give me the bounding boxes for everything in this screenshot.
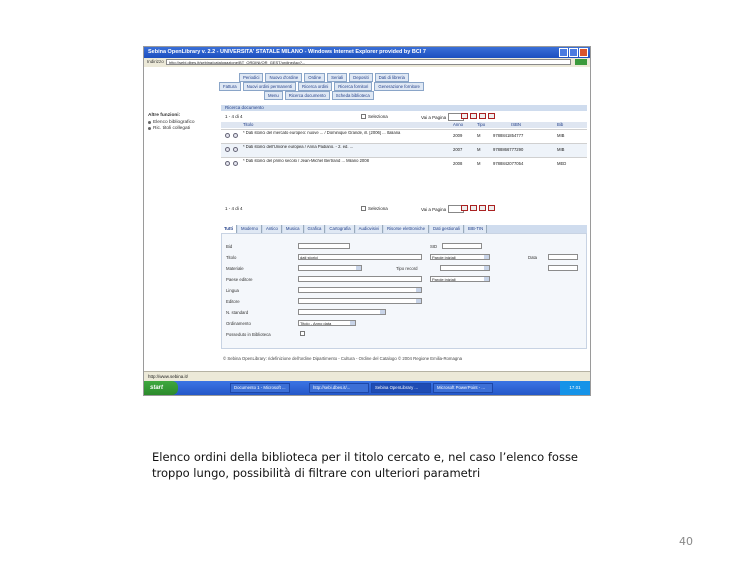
select-radio[interactable] — [225, 161, 230, 166]
bid-field[interactable] — [298, 243, 350, 249]
next-page-icon[interactable] — [479, 205, 486, 211]
data-to-field[interactable] — [548, 265, 578, 271]
row-type: M — [477, 147, 481, 152]
nav-button[interactable]: Nuovi ordini permanenti — [243, 82, 296, 91]
col-title[interactable]: Titolo — [243, 122, 254, 127]
tab-bib-tin[interactable]: BIB-TIN — [465, 225, 487, 233]
col-type[interactable]: Tipo — [477, 122, 486, 127]
bid-label: Bid — [226, 244, 233, 249]
titolo-field[interactable]: dati storici — [298, 254, 422, 260]
row-title: * Dati storici del mercato europeo: nuove ... / Dominique Grande, ill. [2006] ... Italiana — [243, 131, 401, 135]
address-label: Indirizzo — [147, 59, 164, 64]
table-row[interactable] — [221, 129, 587, 143]
section-title: Ricerca documento — [221, 105, 587, 111]
first-page-icon[interactable] — [461, 113, 468, 119]
select-all-bottom[interactable] — [361, 206, 388, 211]
nav-button[interactable]: Periodici — [239, 73, 263, 82]
main-panel — [221, 105, 587, 371]
tab-antico[interactable]: Antico — [263, 225, 282, 233]
sidebar — [148, 113, 218, 132]
ordinamento-select[interactable]: Titolo - Anno data — [298, 320, 356, 326]
n-standard-select[interactable] — [298, 309, 386, 315]
page-jump-label: Vai a Pagina — [421, 114, 447, 120]
nav-button[interactable]: Ordine — [304, 73, 325, 82]
slide-caption — [152, 449, 592, 481]
taskbar-item[interactable]: Microsoft PowerPoint - ... — [433, 383, 493, 393]
lingua-label: Lingua — [226, 288, 239, 293]
nav-button[interactable]: Menu — [264, 91, 283, 100]
list-pager-top — [221, 113, 587, 121]
go-button[interactable] — [575, 59, 587, 65]
search-form — [221, 233, 587, 349]
nav-button[interactable]: Ricerca fornitori — [334, 82, 372, 91]
tab-grafica[interactable]: Grafica — [305, 225, 326, 233]
maximize-icon[interactable] — [569, 48, 578, 57]
row-library: MIB — [557, 133, 565, 138]
tab-dati-gestionali[interactable]: Dati gestionali — [430, 225, 464, 233]
sidebar-item[interactable] — [148, 126, 218, 131]
details-icon[interactable] — [233, 161, 238, 166]
details-icon[interactable] — [233, 147, 238, 152]
result-range: 1 - 4 di 4 — [225, 114, 243, 119]
last-page-icon[interactable] — [488, 205, 495, 211]
start-button[interactable]: start — [144, 381, 178, 395]
select-all-label: Seleziona — [368, 114, 388, 119]
address-input[interactable]: http://sebi.dbes.it/sebina/catalogazione/BT_ORDINI/OR_GEST/ordineAsp?... — [166, 59, 571, 65]
window-controls — [559, 48, 588, 57]
sidebar-heading: Altre funzioni: — [148, 113, 181, 118]
row-year: 2008 — [453, 161, 463, 166]
row-title: * Dati storici del primo secolo / Jean-Michel Bertrand ... Milano 2008 — [243, 159, 369, 163]
tipo-record-select[interactable] — [440, 265, 490, 271]
select-all-label: Seleziona — [368, 206, 388, 211]
tab-risorse-elettroniche[interactable]: Risorse elettroniche — [384, 225, 429, 233]
nav-row-2 — [219, 82, 424, 91]
tab-cartografia[interactable]: Cartografia — [326, 225, 354, 233]
page-jump-label: Vai a Pagina — [421, 206, 447, 212]
paese-label: Paese editore — [226, 277, 253, 282]
tab-moderno[interactable]: Moderno — [238, 225, 262, 233]
row-type: M — [477, 133, 481, 138]
row-isbn: 9788866777290 — [493, 147, 524, 152]
row-isbn: 9788842077054 — [493, 161, 524, 166]
table-header — [221, 122, 587, 128]
sidebar-item[interactable] — [148, 120, 218, 125]
page-jump-bottom — [421, 205, 464, 213]
caption-line-1: Elenco ordini della biblioteca per il titolo cercato e, nel caso l’elenco fosse — [152, 450, 579, 464]
nav-button[interactable]: Generazione fornitore — [374, 82, 424, 91]
posseduto-label: Posseduto in Biblioteca — [226, 332, 271, 337]
sidebar-item-label: Ric. titoli collegati — [153, 126, 191, 131]
nav-button[interactable]: Scheda biblioteca — [332, 91, 374, 100]
material-tabs — [221, 225, 587, 233]
window-titlebar — [144, 47, 590, 58]
taskbar-item[interactable]: http://sebi.dbes.it/... — [309, 383, 369, 393]
details-icon[interactable] — [233, 133, 238, 138]
lingua-select[interactable] — [298, 287, 422, 293]
n-standard-label: N. standard — [226, 310, 249, 315]
autore-field[interactable] — [298, 276, 422, 282]
prev-page-icon[interactable] — [470, 205, 477, 211]
select-radio[interactable] — [225, 133, 230, 138]
sid-field[interactable] — [442, 243, 482, 249]
close-icon[interactable] — [579, 48, 588, 57]
row-year: 2007 — [453, 147, 463, 152]
row-title: * Dati storici dell'Unione europea / Anna Padiano. - 2. ed. ... — [243, 145, 354, 149]
pager-arrows-bottom — [461, 205, 495, 211]
pager-arrows — [461, 113, 495, 119]
titolo-label: Titolo — [226, 255, 237, 260]
tab-tutti[interactable]: Tutti — [221, 225, 237, 233]
first-page-icon[interactable] — [461, 205, 468, 211]
autore-match-select[interactable]: Parole iniziali — [430, 276, 490, 282]
taskbar-item[interactable]: Documento 1 - Microsoft ... — [230, 383, 290, 393]
tipo-record-label: Tipo record — [396, 266, 418, 271]
prev-page-icon[interactable] — [470, 113, 477, 119]
results-table — [221, 122, 587, 166]
nav-button[interactable]: Fattura — [219, 82, 241, 91]
editore-select[interactable] — [298, 298, 422, 304]
row-year: 2009 — [453, 133, 463, 138]
sidebar-item-label: Elenco bibliografico — [153, 120, 195, 125]
row-library: MED — [557, 161, 567, 166]
editore-label: Editore — [226, 299, 240, 304]
sid-label: SID — [430, 244, 438, 249]
col-library[interactable]: Bib — [557, 122, 564, 127]
col-isbn[interactable]: ISBN — [511, 122, 522, 127]
bullet-icon — [148, 127, 151, 130]
materiale-select[interactable] — [298, 265, 362, 271]
select-radio[interactable] — [225, 147, 230, 152]
row-type: M — [477, 161, 481, 166]
data-field[interactable] — [548, 254, 578, 260]
nav-button[interactable]: Depositi — [349, 73, 373, 82]
tab-musica[interactable]: Musica — [283, 225, 304, 233]
page-footer: © Sebina OpenLibrary: ridefinizione dell'ordine Dipartimento - Cultura - Ordine del Catalogo © 2004 Regione Emilia-Romagna — [223, 356, 463, 361]
next-page-icon[interactable] — [479, 113, 486, 119]
table-row[interactable] — [221, 157, 587, 171]
nav-button[interactable]: Seriali — [327, 73, 347, 82]
nav-row-1 — [239, 73, 409, 82]
nav-button[interactable]: Dati di libreria — [375, 73, 409, 82]
col-year[interactable]: Anno — [453, 122, 464, 127]
ordinamento-label: Ordinamento — [226, 321, 251, 326]
nav-button[interactable]: Ricerca documento — [285, 91, 330, 100]
caption-line-2: troppo lungo, possibilità di filtrare con ulteriori parametri — [152, 466, 481, 480]
tab-audiovisivi[interactable]: Audiovisivi — [356, 225, 383, 233]
windows-taskbar — [144, 381, 590, 395]
row-isbn: 9788841854777 — [493, 133, 524, 138]
titolo-match-select[interactable]: Parole iniziali — [430, 254, 490, 260]
nav-row-3 — [264, 91, 374, 100]
list-pager-bottom — [221, 205, 587, 213]
posseduto-checkbox[interactable] — [300, 331, 305, 336]
browser-statusbar: http://www.sebina.it/ — [144, 371, 590, 381]
materiale-label: Materiale — [226, 266, 244, 271]
page-jump — [421, 113, 464, 121]
nav-button[interactable]: Ricerca ordini — [298, 82, 332, 91]
screenshot-window — [143, 46, 591, 396]
data-label: Data — [528, 255, 538, 260]
nav-button[interactable]: Nuovo d'ordine — [265, 73, 302, 82]
select-all[interactable] — [361, 114, 388, 119]
minimize-icon[interactable] — [559, 48, 568, 57]
page-number: 40 — [679, 535, 693, 548]
taskbar-item[interactable]: Sebina OpenLibrary ... — [371, 383, 431, 393]
result-range-bottom: 1 - 4 di 4 — [225, 206, 243, 211]
bullet-icon — [148, 121, 151, 124]
select-all-checkbox[interactable] — [361, 114, 366, 119]
select-all-checkbox[interactable] — [361, 206, 366, 211]
page-content — [144, 67, 590, 381]
row-library: MIB — [557, 147, 565, 152]
last-page-icon[interactable] — [488, 113, 495, 119]
table-row[interactable] — [221, 143, 587, 157]
window-title: Sebina OpenLibrary v. 2.2 - UNIVERSITA' STATALE MILANO - Windows Internet Explorer provided by BCI 7 — [148, 49, 426, 55]
system-tray-clock: 17.01 — [560, 381, 590, 395]
